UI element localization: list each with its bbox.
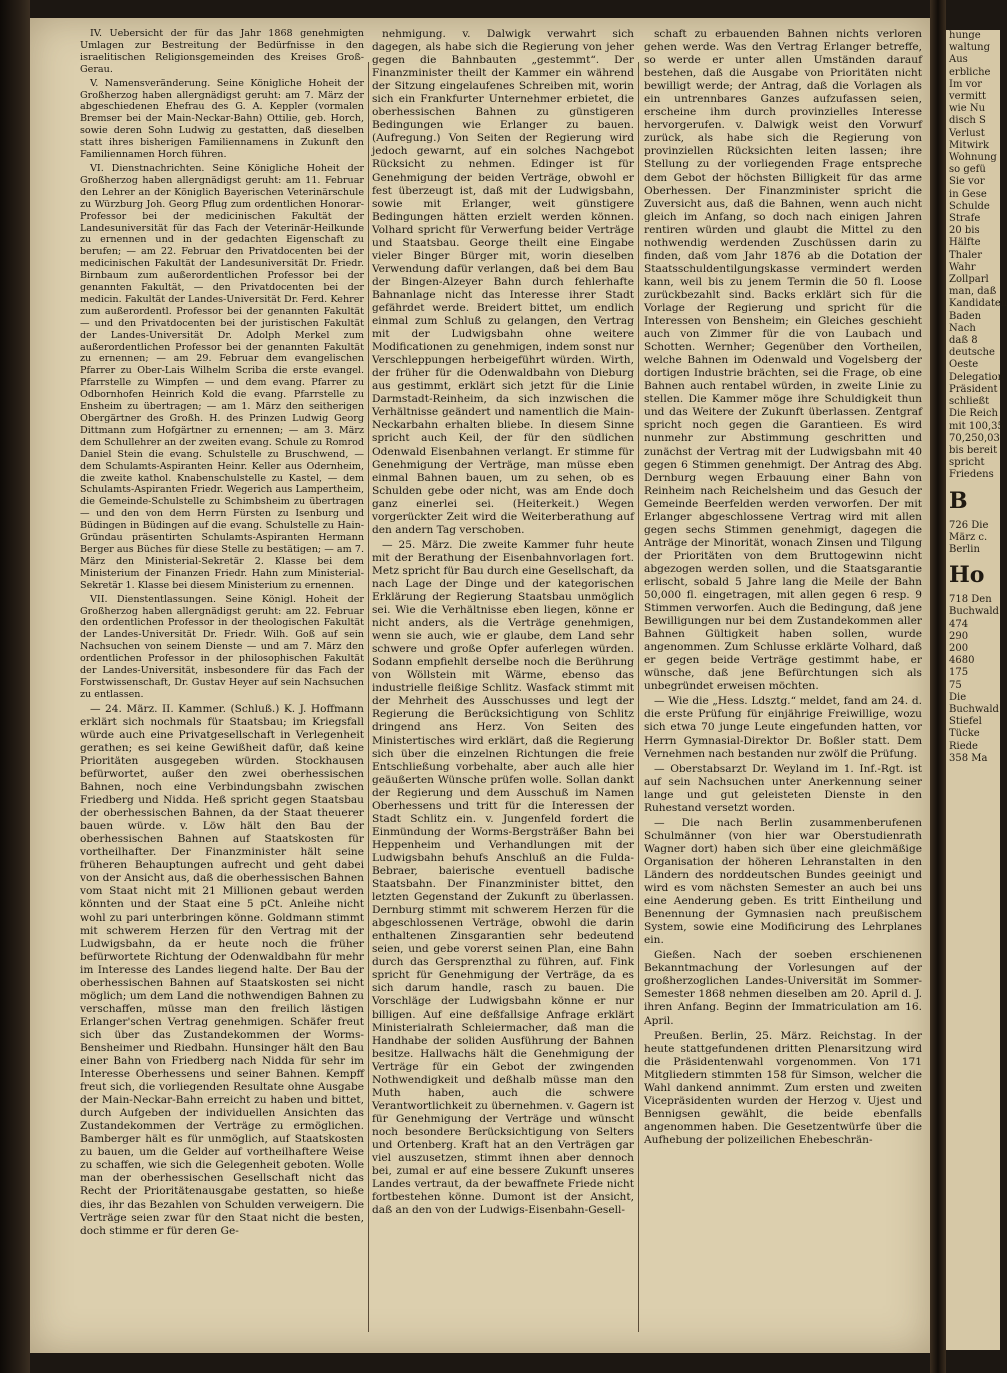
fragment-line: 718 Den (949, 594, 992, 606)
fragment-list (946, 30, 1007, 765)
fragment-line: Hälfte (949, 237, 981, 249)
fragment-line: wie Nu (949, 103, 986, 115)
fragment-line: daß 8 (949, 335, 978, 347)
fragment-line: Aus (949, 54, 968, 66)
fragment-line: Wohnung (949, 152, 997, 164)
fragment-line: Stiefel (949, 716, 982, 728)
column-1 (80, 28, 364, 1328)
fragment-line: Wahr (949, 261, 976, 273)
fragment-line: 75 (949, 679, 962, 691)
article-paragraph: — 25. März. Die zweite Kammer fuhr heute mit der Berathung der Eisenbahnvorlagen fort. Metz spricht für Bau durch eine Gesellschaft, da nach Lage der Dinge und der kategorischen Erklärung der Regierung Staatsbau unmöglich sei. Wie die Verhältnisse eben liegen, könne er nicht anders, als die Verträge genehmigen, wenn sie auch, wie er glaube, dem Land sehr schwere und große Opfer auferlegen würden. Sodann empfiehlt derselbe noch die Berührung von Wöllstein mit Wärme, ebenso das industrielle fleißige Schlitz. Wasfack stimmt mit der Mehrheit des Ausschusses und legt der Regierung die Berücksichtigung von Schlitz dringend ans Herz. Von Seiten des Ministertisches wird erklärt, daß die Regierung sich über die einzelnen Richtungen die freie Entschließung vorbehalte, aber auch alle hier geäußerten Wünsche prüfen wolle. Sollan dankt der Regierung und dem Ausschuß im Namen Oberhessens und tritt für die Interessen der Stadt Schlitz ein. v. Jungenfeld fordert die Einmündung der Worms-Bergsträßer Bahn bei Heppenheim und Verhandlungen mit der Ludwigsbahn behufs Anschluß an die Fulda-Bebraer, baierische eventuell badische Staatsbahn. Der Finanzminister bittet, den letzten Gegenstand der Zukunft zu überlassen. Dernburg stimmt mit schwerem Herzen für die abgeschlossenen Verträge, obwohl die darin enthaltenen Zinsgarantien sehr bedeutend seien, und gebe vorerst seinen Plan, eine Bahn durch das Gersprenzthal zu führen, auf. Fink spricht für Genehmigung der Verträge, da es sich darum handle, rasch zu bauen. Die Vorschläge der Ludwigsbahn könne er nur billigen. Auf eine deßfallsige Anfrage erklärt Ministerialrath Schleiermacher, daß man die Handhabe der soliden Ausführung der Bahnen besitze. Hallwachs hält die Genehmigung der Verträge für ein Gebot der zwingenden Nothwendigkeit und deßhalb müsse man den Muth haben, auch die schwere Verantwortlichkeit zu übernehmen. v. Gagern ist für Genehmigung der Verträge und wünscht noch besondere Berücksichtigung von Selters und Ortenberg. Kraft hat an den Verträgen gar viel auszusetzen, stimmt ihnen aber dennoch bei, zumal er auf eine bessere Zukunft unseres Landes vertraut, da der bewaffnete Friede nicht fortbestehen könne. Dumont ist der Ansicht, daß an den von der Ludwigs-Eisenbahn-Gesell- (372, 538, 634, 1217)
article-paragraph: — 24. März. II. Kammer. (Schluß.) K. J. Hoffmann erklärt sich nochmals für Staatsbau; im Kriegsfall würde auch eine Privatgesellschaft in Verlegenheit gerathen; es sei keine Gewißheit dafür, daß keine Prioritäten ausgegeben würden. Stockhausen befürwortet, außer den zwei oberhessischen Bahnen, noch eine Verbindungsbahn zwischen Friedberg und Nidda. Heß spricht gegen Staatsbau der oberhessischen Bahnen, da der Staat theuerer bauen würde. v. Löw hält den Bau der oberhessischen Bahnen auf Staatskosten für vortheilhafter. Der Finanzminister hält seine früheren Behauptungen aufrecht und geht dabei von der Ansicht aus, daß die oberhessischen Bahnen vom Staat nicht mit 21 Millionen gebaut werden könnten und der Staat eine 5 pCt. Anleihe nicht wohl zu pari unterbringen könne. Goldmann stimmt mit schwerem Herzen für den Vertrag mit der Ludwigsbahn, da er heute noch die früher befürwortete Richtung der Odenwaldbahn für mehr im Interesse des Landes liegend halte. Der Bau der oberhessischen Bahnen auf Staatskosten sei nicht möglich; um dem Land die nothwendigen Bahnen zu verschaffen, müsse man den freilich lästigen Erlanger'schen Vertrag genehmigen. Schäfer freut sich über das Zustandekommen der Worms-Bensheimer und Riedbahn. Hunsinger hält den Bau einer Bahn von Friedberg nach Nidda für sehr im Interesse Oberhessens und seiner Bahnen. Kempff freut sich, die vorliegenden Resultate ohne Ausgabe der Main-Neckar-Bahn erreicht zu haben und bittet, durch Aufgeben der individuellen Ansichten das Zustandekommen der Verträge zu ermöglichen. Bamberger hält es für unmöglich, auf Staatskosten zu bauen, um die Gelder auf vortheilhaftere Weise zu schaffen, wie sich die Gelegenheit geboten. Wolle man der oberhessischen Gesellschaft nicht das Recht der Prioritätenausgabe gestatten, so hieße dies, ihr das Bezahlen von Schulden verweigern. Die Verträge seien zwar für den Staat nicht die besten, doch stimme er für deren Ge- (80, 702, 364, 1237)
fragment-line: Die Reich (949, 408, 998, 420)
fragment-heading: B (949, 487, 968, 514)
fragment-heading: Ho (949, 562, 985, 589)
fragment-line: Friedens (949, 469, 994, 481)
article-paragraph: Gießen. Nach der soeben erschienenen Bekanntmachung der Vorlesungen auf der großherzoglichen Landes-Universität im Sommer-Semester 1868 nehmen dieselben am 20. April d. J. ihren Anfang. Beginn der Immatriculation am 16. April. (644, 949, 922, 1027)
fragment-line: 474 (949, 618, 969, 630)
fragment-line: Nach (949, 322, 976, 334)
column-2 (372, 28, 634, 1328)
fragment-line: 4680 (949, 655, 975, 667)
fragment-line: Delegation (949, 371, 1005, 383)
fragment-line: mit 100,35 (949, 420, 1004, 432)
fragment-line: Präsident (949, 383, 998, 395)
fragment-line: Strafe (949, 213, 981, 225)
fragment-line: deutsche (949, 347, 995, 359)
column-3 (644, 28, 922, 1328)
fragment-line: Mitwirk (949, 139, 990, 151)
newspaper-page (30, 18, 930, 1353)
fragment-line: 200 (949, 642, 969, 654)
article-paragraph: nehmigung. v. Dalwigk verwahrt sich dagegen, als habe sich die Regierung von jeher gegen die Bahnbauten „gestemmt“. Der Finanzminister theilt der Kammer ein während der Sitzung eingelaufenes Schreiben mit, worin sich ein Frankfurter Unternehmer erbietet, die oberhessischen Bahnen zu günstigeren Bedingungen wie Erlanger zu bauen. (Aufregung.) Von Seiten der Regierung wird jedoch gewarnt, auf ein solches Nachgebot Rücksicht zu nehmen. Edinger ist für Genehmigung der beiden Verträge, obwohl er fest überzeugt ist, daß mit der Ludwigsbahn, sowie mit Erlanger, weit günstigere Bedingungen hätten erzielt werden können. Volhard spricht für Verwerfung beider Verträge und Staatsbau. George theilt eine Eingabe vieler Binger Bürger mit, worin dieselben Verwendung dafür verlangen, daß bei dem Bau der Bingen-Alzeyer Bahn durch fehlerhafte Bahnanlage nicht das Interesse ihrer Stadt gefährdet werde. Breidert bittet, um endlich einmal zum Schluß zu gelangen, den Vertrag mit der Ludwigsbahn ohne weitere Modificationen zu genehmigen, indem sonst nur Verschleppungen herbeigeführt würden. Wirth, der früher für die Odenwaldbahn von Dieburg aus gestimmt, erklärt sich jetzt für die Linie Darmstadt-Reinheim, da sich inzwischen die Verhältnisse geändert und namentlich die Main-Neckarbahn erhalten bliebe. In diesem Sinne spricht auch Keil, der für den südlichen Odenwald Eisenbahnen verlangt. Er stimme für Genehmigung der Verträge, man müsse eben einmal Bahnen bauen, um zu sehen, ob es Schulden gebe oder nicht, was am Ende doch ganz einerlei sei. (Heiterkeit.) Wegen vorgerückter Zeit wird die Weiterberathung auf den andern Tag verschoben. (372, 28, 634, 536)
fragment-line: 726 Die (949, 519, 989, 531)
fragment-line: disch S (949, 115, 986, 127)
fragment-line: waltung (949, 42, 991, 54)
article-paragraph: VI. Dienstnachrichten. Seine Königliche Hoheit der Großherzog haben allergnädigst geruht: am 11. Februar den Lehrer an der Königlich Bayerischen Veterinärschule zu Würzburg Joh. Georg Pflug zum ordentlichen Honorar-Professor bei der medicinischen Fakultät der Landesuniversität für das Fach der Veterinär-Heilkunde zu ernennen und in der gedachten Eigenschaft zu berufen; — am 22. Februar den Privatdocenten bei der medicinischen Fakultät der Landesuniversität Dr. Friedr. Birnbaum zum außerordentlichen Professor bei der genannten Fakultät, — den Privatdocenten bei der medicin. Fakultät der Landes-Universität Dr. Ferd. Kehrer zum außerordentl. Professor bei der genannten Fakultät — und den Privatdocenten bei der juristischen Fakultät der Landes-Universität Dr. Adolph Merkel zum außerordentlichen Professor bei der genannten Fakultät zu ernennen; — am 29. Februar dem evangelischen Pfarrer zu Ober-Lais Wilhelm Scriba die erste evangel. Pfarrstelle zu Wimpfen — und dem evang. Pfarrer zu Odbornhofen Heinrich Kold die evang. Pfarrstelle zu Ensheim zu übertragen; — am 1. März den seitherigen Obergärtner des Großh. H. des Prinzen Ludwig Georg Dittmann zum Hofgärtner zu ernennen; — am 3. März dem Schullehrer an der zweiten evang. Schule zu Romrod Daniel Stein die evang. Schulstelle zu Bruschwend, — dem Schulamts-Aspiranten Heinr. Keller aus Odernheim, die zweite kathol. Knabenschulstelle zu Kastel, — dem Schulamts-Aspiranten Friedr. Wegerich aus Lampertheim, die Gemeinde-Schulstelle zu Schimbsheim zu übertragen — und den von dem Herrn Fürsten zu Isenburg und Büdingen in Büdingen auf die evang. Schulstelle zu Hain-Gründau präsentirten Schulamts-Aspiranten Hermann Berger aus Büches für diese Stelle zu bestätigen; — am 7. März den Ministerial-Sekretär 2. Klasse bei dem Ministerium der Finanzen Friedr. Hahn zum Ministerial-Sekretär 1. Klasse bei diesem Ministerium zu ernennen. (80, 162, 364, 591)
fragment-line: Buchwald (949, 703, 999, 715)
article-paragraph: Preußen. Berlin, 25. März. Reichstag. In der heute stattgefundenen dritten Plenarsitzung wird die Präsidentenwahl vorgenommen. Von 171 Mitgliedern stimmten 158 für Simson, welcher die Wahl dankend annimmt. Zum ersten und zweiten Vicepräsidenten wurden der Herzog v. Ujest und Bennigsen gewählt, die beide ebenfalls angenommen haben. Die Gesetzentwürfe über die Aufhebung der polizeilichen Ehebeschrän- (644, 1029, 922, 1146)
column-rule (638, 62, 639, 1332)
fragment-line: 290 (949, 630, 969, 642)
fragment-line: Thaler (949, 249, 982, 261)
fragment-line: schließt (949, 396, 990, 408)
article-paragraph: — Die nach Berlin zusammenberufenen Schulmänner (von hier war Oberstudienrath Wagner dort) haben sich über eine gleichmäßige Organisation der höheren Lehranstalten in den Ländern des norddeutschen Bundes geeinigt und wird es vom nächsten Semester an auch bei uns eine Aenderung geben. Es tritt Eintheilung und Benennung der Gymnasien nach preußischem System, sowie eine Modificirung des Lehrplanes ein. (644, 816, 922, 947)
fragment-line: Schulde (949, 200, 990, 212)
fragment-line: vermitt (949, 91, 987, 103)
fragment-line: Sie vor (949, 176, 985, 188)
fragment-line: so gefü (949, 164, 986, 176)
article-paragraph: IV. Uebersicht der für das Jahr 1868 genehmigten Umlagen zur Bestreitung der Bedürfnisse in den israelitischen Religionsgemeinden des Kreises Groß-Gerau. (80, 28, 364, 75)
fragment-line: 358 Ma (949, 752, 988, 764)
fragment-line: 70,250,03 (949, 432, 1000, 444)
fragment-line: Die (949, 691, 967, 703)
fragment-line: erbliche (949, 66, 991, 78)
fragment-line: Kandidaten (949, 298, 1007, 310)
fragment-line: Oeste (949, 359, 979, 371)
fragment-line: 20 bis (949, 225, 980, 237)
article-paragraph: — Wie die „Hess. Ldsztg.“ meldet, fand am 24. d. die erste Prüfung für einjährige Freiwillige, wozu sich etwa 70 junge Leute eingefunden hatten, vor Herrn Gymnasial-Direktor Dr. Boßler statt. Dem Vernehmen nach bestanden nur zwölf die Prüfung. (644, 695, 922, 760)
column-rule (368, 62, 369, 1332)
fragment-line: Verlust (949, 127, 985, 139)
fragment-line: in Gese (949, 188, 987, 200)
fragment-line: März c. (949, 531, 988, 543)
article-paragraph: — Oberstabsarzt Dr. Weyland im 1. Inf.-Rgt. ist auf sein Nachsuchen unter Anerkennung seiner lange und gut geleisteten Dienste in den Ruhestand versetzt worden. (644, 762, 922, 814)
article-paragraph: schaft zu erbauenden Bahnen nichts verloren gehen werde. Was den Vertrag Erlanger betreffe, so werde er unter allen Umständen darauf bestehen, daß die Ausgabe von Prioritäten nicht bewilligt werde; der Antrag, daß die Vorlagen als ein untrennbares Ganzes aufzufassen seien, erscheine ihm durch provinzielles Interesse hervorgerufen. v. Dalwigk weist den Vorwurf zurück, als habe sich die Regierung von provinziellen Rücksichten leiten lassen; ihre Stellung zu der vorliegenden Frage entspreche dem Gebot der höchsten Billigkeit für das arme Oberhessen. Der Finanzminister spricht die Zuversicht aus, daß die Bahnen, wenn auch nicht gleich im Anfang, so doch nach einigen Jahren rentiren würden und glaubt die Mittel zu den nothwendig werdenden Zuschüssen darin zu finden, daß vom Jahr 1876 ab die Dotation der Staatsschuldentilgungskasse vermindert werden kann, weil bis zu jenem Termin die 50 fl. Loose zurückbezahlt sind. Backs erklärt sich für die Vorlage der Regierung und spricht für die Interessen von Bensheim; ein Gleiches geschieht auch von Zimmer für die von Laubach und Schotten. Wernher; Gegenüber den Vortheilen, welche Bahnen im Odenwald und Vogelsberg der dortigen Industrie brächten, sei die Frage, ob eine Bahnen auch rentabel würden, in zweite Linie zu stellen. Die Kammer möge ihre Schuldigkeit thun und das Weitere der Zukunft überlassen. Zentgraf spricht noch gegen die Garantieen. Es wird nunmehr zur Abstimmung geschritten und zunächst der Vertrag mit der Ludwigsbahn mit 40 gegen 6 Stimmen genehmigt. Der Antrag des Abg. Dernburg wegen Erbauung einer Bahn von Reinheim nach Reichelsheim und das Gesuch der Gemeinde Beerfelden werden verworfen. Der mit Erlanger abgeschlossene Vertrag wird mit allen gegen sechs Stimmen genehmigt, dagegen die Anträge der Minorität, wonach Zinsen und Tilgung der Prioritäten von dem Bruttogewinn nicht abgezogen werden sollen, und die Staatsgarantie erlischt, sobald 5 Jahre lang die Meile der Bahn 50,000 fl. eingetragen, mit allen gegen 6 resp. 9 Stimmen verworfen. Auch die Bedingung, daß jene Bewilligungen nur bei dem Zustandekommen aller Bahnen Gültigkeit haben sollen, wurde angenommen. Zum Schlusse erklärte Volhard, daß er gegen beide Verträge gestimmt habe, er wünsche, daß jene Befürchtungen sich als unbegründet erweisen möchten. (644, 28, 922, 693)
fragment-line: 175 (949, 667, 969, 679)
fragment-line: Baden (949, 310, 982, 322)
article-paragraph: V. Namensveränderung. Seine Königliche Hoheit der Großherzog haben allergnädigst geruht: am 7. März der abgeschiedenen Ehefrau des G. A. Keppler (vormalen Bremser bei der Main-Neckar-Bahn) Ottilie, geb. Horch, sowie deren Sohn Ludwig zu gestatten, daß dieselben statt ihres bisherigen Familiennamens in Zukunft den Familiennamen Horch führen. (80, 77, 364, 161)
fragment-line: Buchwald (949, 606, 999, 618)
fragment-line: Riede (949, 740, 978, 752)
fragment-line: Im vor (949, 78, 983, 90)
book-gutter (930, 0, 946, 1373)
fragment-line: spricht (949, 457, 985, 469)
fragment-line: man, daß (949, 286, 997, 298)
fragment-line: bis bereit (949, 444, 998, 456)
fragment-line: Berlin (949, 543, 980, 555)
fragment-line: Zollparl (949, 274, 989, 286)
article-paragraph: VII. Dienstentlassungen. Seine Königl. Hoheit der Großherzog haben allergnädigst geruht: am 22. Februar den ordentlichen Professor in der theologischen Fakultät der Landes-Universität Dr. Friedr. Wilh. Goß auf sein Nachsuchen von seinem Dienste — und am 7. März den ordentlichen Professor in der philosophischen Fakultät der Landes-Universität, insbesondere für das Fach der Forstwissenschaft, Dr. Gustav Heyer auf sein Nachsuchen zu entlassen. (80, 593, 364, 700)
adjacent-page-fragment (946, 30, 1007, 1350)
fragment-line: Tücke (949, 728, 980, 740)
fragment-line: hunge (949, 30, 981, 41)
book-binding-left (0, 0, 30, 1373)
